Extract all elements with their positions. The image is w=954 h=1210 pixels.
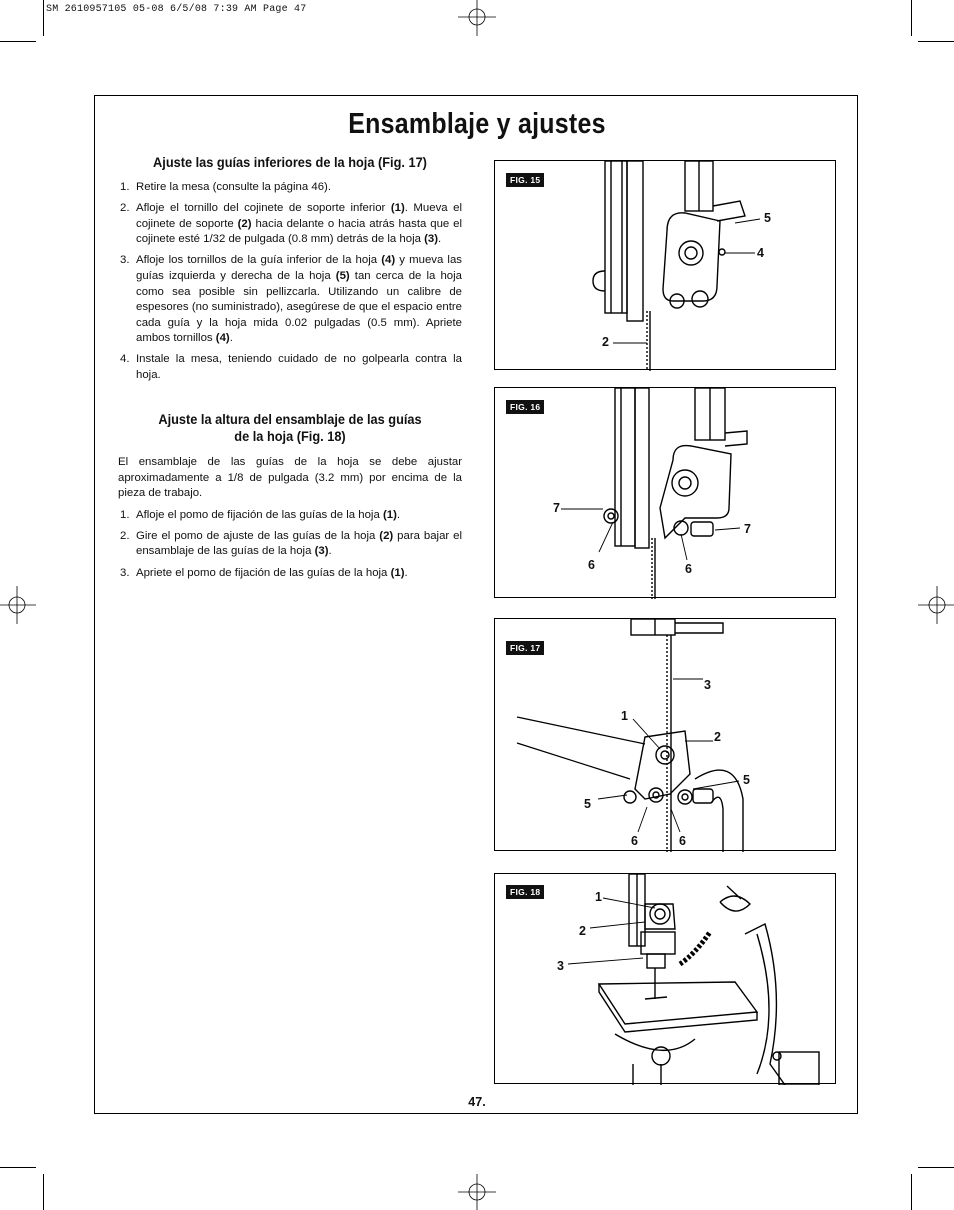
figure-15 (494, 160, 836, 370)
crop-mark (918, 1167, 954, 1168)
callout-label: 6 (588, 558, 595, 572)
part-reference: (5) (335, 269, 350, 282)
callout-label: 6 (631, 834, 638, 848)
crop-mark (911, 1174, 912, 1210)
part-reference: (1) (390, 566, 405, 579)
guide-height-illustration (495, 874, 837, 1085)
callout-label: 5 (584, 797, 591, 811)
section-heading-line: Ajuste la altura del ensamblaje de las guías (158, 412, 422, 428)
list-item (118, 253, 462, 347)
step-text: y mueva las guías izquierda y derecha de la hoja (136, 254, 462, 282)
blade-guide-upper-illustration (495, 161, 837, 371)
crop-mark (911, 0, 912, 36)
part-reference: (1) (390, 202, 405, 215)
figure-17 (494, 618, 836, 851)
crop-mark (0, 1167, 36, 1168)
callout-label: 6 (685, 562, 692, 576)
section-heading: Ajuste las guías inferiores de la hoja (Fig. 17) (153, 155, 427, 171)
registration-mark-icon (458, 1172, 496, 1210)
lower-blade-guide-illustration (495, 619, 837, 852)
print-slug: SM 2610957105 05-08 6/5/08 7:39 AM Page 47 (46, 4, 307, 15)
callout-label: 7 (553, 501, 560, 515)
figure-label: FIG. 18 (506, 885, 544, 899)
step-number: 1. (120, 181, 130, 193)
part-reference: (2) (237, 217, 252, 230)
steps-list (118, 180, 462, 384)
callout-label: 6 (679, 834, 686, 848)
section-guide-height (118, 412, 462, 587)
registration-mark-icon (458, 0, 496, 38)
steps-list (118, 508, 462, 581)
list-item (118, 529, 462, 560)
registration-mark-icon (0, 586, 38, 624)
figure-label: FIG. 15 (506, 173, 544, 187)
list-item (118, 352, 462, 383)
section-intro: El ensamblaje de las guías de la hoja se debe ajustar aproximadamente a 1/8 de pulgada (3.2 mm) por encima de la pieza de trabajo. (118, 456, 462, 500)
step-text: . Mueva el cojinete de soporte (136, 202, 462, 230)
figure-16 (494, 387, 836, 598)
step-text: para bajar el ensamblaje de las guías de la hoja (136, 529, 462, 558)
page-title: Ensamblaje y ajustes (348, 108, 606, 140)
registration-mark-icon (916, 586, 954, 624)
callout-label: 5 (764, 211, 771, 225)
step-text: . (404, 566, 408, 579)
part-reference: (4) (381, 254, 396, 267)
figure-18 (494, 873, 836, 1084)
callout-label: 5 (743, 773, 750, 787)
step-text: Afloje el tornillo del cojinete de soporte inferior (136, 202, 391, 215)
step-text: tan cerca de la hoja como sea posible sin pellizcarla. Utilizando un calibre de espesores (no suministrado), asegúrese de que el espacio entre cada guía y la hoja mida 0.02 pulgadas (0.5 mm). Apriete ambos tornillos (136, 269, 462, 345)
callout-label: 4 (757, 246, 764, 260)
step-text: Apriete el pomo de fijación de las guías de la hoja (136, 566, 391, 579)
crop-mark (43, 1174, 44, 1210)
callout-label: 2 (602, 335, 609, 349)
part-reference: (4) (215, 332, 230, 345)
step-text: . (396, 508, 401, 521)
step-text: Afloje el pomo de fijación de las guías de la hoja (136, 508, 383, 521)
step-text: hacia delante o hacia atrás hasta que el cojinete esté 1/32 de pulgada (0.8 mm) detrás de la hoja (136, 217, 463, 246)
callout-label: 3 (557, 959, 564, 973)
step-number: 3. (120, 254, 130, 267)
list-item (118, 508, 462, 524)
step-text: Afloje los tornillos de la guía inferior de la hoja (136, 254, 382, 267)
step-number: 2. (120, 529, 130, 542)
callout-label: 2 (579, 924, 586, 938)
part-reference: (2) (379, 529, 394, 542)
blade-guide-side-illustration (495, 388, 837, 599)
step-number: 1. (120, 508, 130, 521)
step-number: 3. (120, 566, 130, 579)
list-item (118, 180, 462, 196)
step-number: 4. (120, 353, 130, 366)
list-item (118, 201, 462, 248)
part-reference: (3) (314, 545, 329, 558)
section-heading (135, 412, 445, 446)
step-text: . (438, 233, 442, 246)
page-number: 47. (468, 1095, 486, 1109)
callout-label: 1 (621, 709, 628, 723)
figure-label: FIG. 17 (506, 641, 544, 655)
callout-label: 2 (714, 730, 721, 744)
step-text: Retire la mesa (consulte la página 46). (136, 181, 332, 193)
callout-label: 7 (744, 522, 751, 536)
step-number: 2. (120, 202, 130, 215)
part-reference: (3) (424, 233, 439, 246)
crop-mark (43, 0, 44, 36)
section-heading-line: de la hoja (Fig. 18) (234, 429, 346, 445)
step-text: Instale la mesa, teniendo cuidado de no golpearla contra la hoja. (136, 353, 462, 382)
callout-label: 1 (595, 890, 602, 904)
part-reference: (1) (382, 508, 397, 521)
crop-mark (918, 41, 954, 42)
step-text: . (328, 545, 332, 558)
list-item (118, 566, 462, 582)
figure-label: FIG. 16 (506, 400, 544, 414)
callout-label: 3 (704, 678, 711, 692)
crop-mark (0, 41, 36, 42)
step-text: . (229, 332, 233, 345)
step-text: Gire el pomo de ajuste de las guías de la hoja (136, 529, 380, 542)
section-lower-guides (118, 155, 462, 389)
